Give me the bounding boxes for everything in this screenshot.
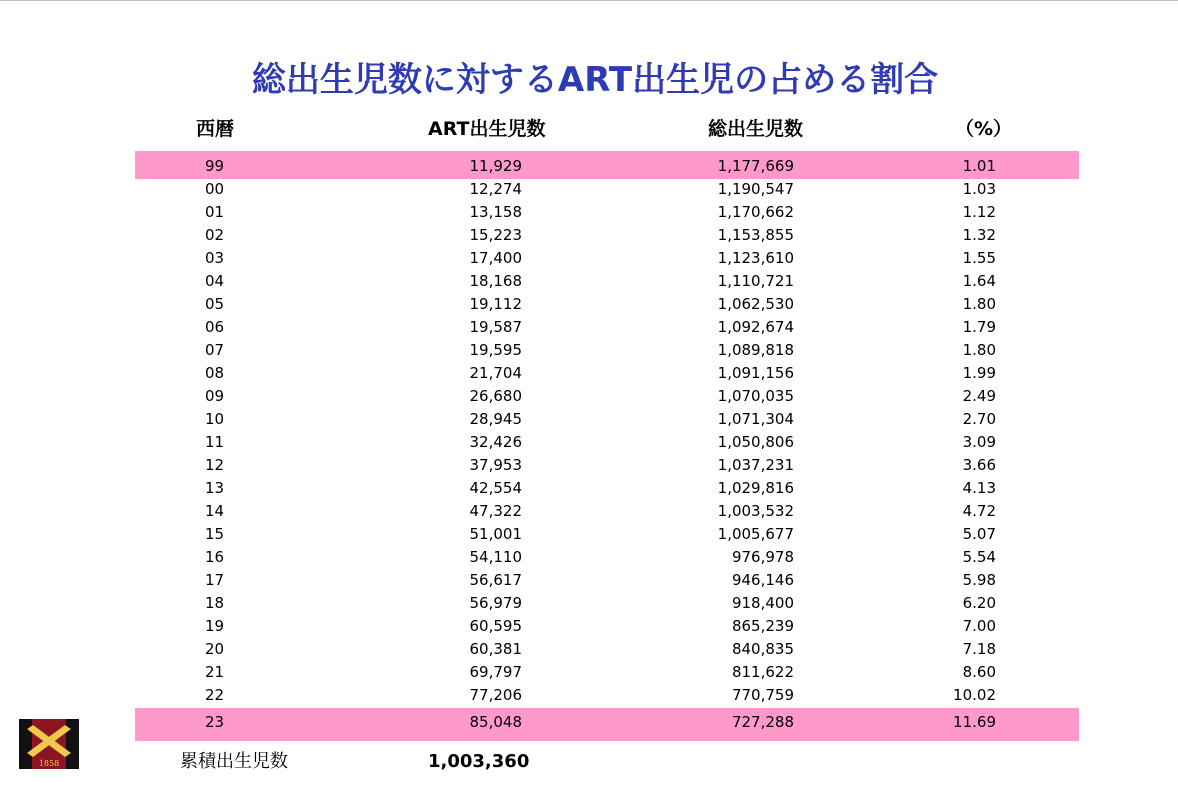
table-row <box>0 711 1178 734</box>
cell-percent: 10.02 <box>953 686 996 704</box>
cell-total-births: 976,978 <box>731 548 794 566</box>
cell-art-births: 19,112 <box>469 295 522 313</box>
cell-total-births: 727,288 <box>731 713 794 731</box>
cell-total-births: 1,062,530 <box>717 295 794 313</box>
cell-art-births: 37,953 <box>469 456 522 474</box>
cell-percent: 1.64 <box>962 272 996 290</box>
cell-percent: 1.01 <box>962 157 996 175</box>
cell-art-births: 60,595 <box>469 617 522 635</box>
cell-percent: 5.54 <box>962 548 996 566</box>
cell-year: 11 <box>205 433 225 451</box>
cell-art-births: 47,322 <box>469 502 522 520</box>
cell-percent: 1.03 <box>962 180 996 198</box>
cell-total-births: 1,003,532 <box>717 502 794 520</box>
cell-percent: 3.09 <box>962 433 996 451</box>
university-logo <box>19 719 79 769</box>
cell-total-births: 1,037,231 <box>717 456 794 474</box>
cell-percent: 11.69 <box>953 713 996 731</box>
cell-art-births: 32,426 <box>469 433 522 451</box>
table-row <box>0 362 1178 385</box>
cell-total-births: 1,110,721 <box>717 272 794 290</box>
cell-year: 19 <box>205 617 225 635</box>
cell-percent: 3.66 <box>962 456 996 474</box>
cell-percent: 6.20 <box>962 594 996 612</box>
cell-total-births: 1,091,156 <box>717 364 794 382</box>
cell-percent: 1.79 <box>962 318 996 336</box>
cell-percent: 1.32 <box>962 226 996 244</box>
table-row <box>0 638 1178 661</box>
cell-percent: 8.60 <box>962 663 996 681</box>
cell-art-births: 19,595 <box>469 341 522 359</box>
table-row <box>0 431 1178 454</box>
logo-year: 1858 <box>38 759 60 768</box>
cell-art-births: 85,048 <box>469 713 522 731</box>
cell-year: 21 <box>205 663 225 681</box>
cell-percent: 1.55 <box>962 249 996 267</box>
table-row <box>0 408 1178 431</box>
cell-year: 00 <box>205 180 225 198</box>
cell-art-births: 17,400 <box>469 249 522 267</box>
cell-total-births: 918,400 <box>731 594 794 612</box>
table-row <box>0 569 1178 592</box>
table-row <box>0 477 1178 500</box>
cell-art-births: 26,680 <box>469 387 522 405</box>
table-row <box>0 523 1178 546</box>
header-percent: （%） <box>955 118 1013 140</box>
table-row <box>0 454 1178 477</box>
cell-year: 12 <box>205 456 225 474</box>
table-row <box>0 592 1178 615</box>
cell-year: 18 <box>205 594 225 612</box>
table-row <box>0 500 1178 523</box>
data-table <box>0 155 1178 734</box>
cell-year: 08 <box>205 364 225 382</box>
page-title: 総出生児数に対するART出生児の占める割合 <box>251 60 939 100</box>
table-row <box>0 546 1178 569</box>
cell-art-births: 51,001 <box>469 525 522 543</box>
cell-percent: 7.18 <box>962 640 996 658</box>
cell-year: 02 <box>205 226 225 244</box>
cell-total-births: 1,153,855 <box>717 226 794 244</box>
cell-year: 99 <box>205 157 225 175</box>
cell-total-births: 770,759 <box>731 686 794 704</box>
cell-year: 20 <box>205 640 225 658</box>
cell-art-births: 18,168 <box>469 272 522 290</box>
cell-percent: 1.80 <box>962 295 996 313</box>
table-row <box>0 224 1178 247</box>
cell-percent: 5.07 <box>962 525 996 543</box>
cell-percent: 4.72 <box>962 502 996 520</box>
cell-year: 03 <box>205 249 225 267</box>
header-art-births: ART出生児数 <box>428 118 546 140</box>
cell-year: 22 <box>205 686 225 704</box>
cell-year: 16 <box>205 548 225 566</box>
table-row <box>0 661 1178 684</box>
cumulative-label: 累積出生児数 <box>180 751 288 772</box>
table-row <box>0 385 1178 408</box>
cell-percent: 7.00 <box>962 617 996 635</box>
cell-year: 09 <box>205 387 225 405</box>
table-row <box>0 201 1178 224</box>
cell-art-births: 69,797 <box>469 663 522 681</box>
cell-art-births: 12,274 <box>469 180 522 198</box>
cell-total-births: 1,029,816 <box>717 479 794 497</box>
cell-art-births: 42,554 <box>469 479 522 497</box>
table-row <box>0 178 1178 201</box>
table-row <box>0 684 1178 707</box>
cell-year: 17 <box>205 571 225 589</box>
cell-year: 04 <box>205 272 225 290</box>
cell-total-births: 1,005,677 <box>717 525 794 543</box>
cell-year: 15 <box>205 525 225 543</box>
cell-art-births: 13,158 <box>469 203 522 221</box>
cell-percent: 1.12 <box>962 203 996 221</box>
cell-total-births: 1,177,669 <box>717 157 794 175</box>
cell-total-births: 811,622 <box>731 663 794 681</box>
cell-art-births: 77,206 <box>469 686 522 704</box>
cell-year: 13 <box>205 479 225 497</box>
cell-percent: 4.13 <box>962 479 996 497</box>
cumulative-value: 1,003,360 <box>428 751 530 772</box>
table-row <box>0 247 1178 270</box>
table-row <box>0 270 1178 293</box>
table-row <box>0 155 1178 178</box>
cell-art-births: 19,587 <box>469 318 522 336</box>
cell-year: 10 <box>205 410 225 428</box>
cell-art-births: 60,381 <box>469 640 522 658</box>
table-row <box>0 293 1178 316</box>
cell-total-births: 1,050,806 <box>717 433 794 451</box>
header-year: 西暦 <box>196 118 235 140</box>
table-row <box>0 316 1178 339</box>
cell-year: 23 <box>205 713 225 731</box>
cell-year: 06 <box>205 318 225 336</box>
cell-art-births: 56,617 <box>469 571 522 589</box>
cell-percent: 2.49 <box>962 387 996 405</box>
cell-total-births: 1,070,035 <box>717 387 794 405</box>
table-row <box>0 339 1178 362</box>
cell-year: 07 <box>205 341 225 359</box>
cell-total-births: 840,835 <box>731 640 794 658</box>
cell-art-births: 15,223 <box>469 226 522 244</box>
cell-total-births: 1,123,610 <box>717 249 794 267</box>
cell-year: 05 <box>205 295 225 313</box>
cell-percent: 1.80 <box>962 341 996 359</box>
cell-total-births: 1,089,818 <box>717 341 794 359</box>
cell-total-births: 1,092,674 <box>717 318 794 336</box>
cell-year: 01 <box>205 203 225 221</box>
cell-total-births: 1,071,304 <box>717 410 794 428</box>
cell-art-births: 54,110 <box>469 548 522 566</box>
cell-percent: 2.70 <box>962 410 996 428</box>
table-row <box>0 615 1178 638</box>
cell-total-births: 865,239 <box>731 617 794 635</box>
top-divider <box>0 0 1178 1</box>
cell-total-births: 1,170,662 <box>717 203 794 221</box>
cell-art-births: 28,945 <box>469 410 522 428</box>
cell-percent: 1.99 <box>962 364 996 382</box>
cell-total-births: 946,146 <box>731 571 794 589</box>
cell-art-births: 11,929 <box>469 157 522 175</box>
header-total-births: 総出生児数 <box>708 118 804 140</box>
cell-total-births: 1,190,547 <box>717 180 794 198</box>
cell-art-births: 56,979 <box>469 594 522 612</box>
cell-percent: 5.98 <box>962 571 996 589</box>
cell-year: 14 <box>205 502 225 520</box>
cell-art-births: 21,704 <box>469 364 522 382</box>
